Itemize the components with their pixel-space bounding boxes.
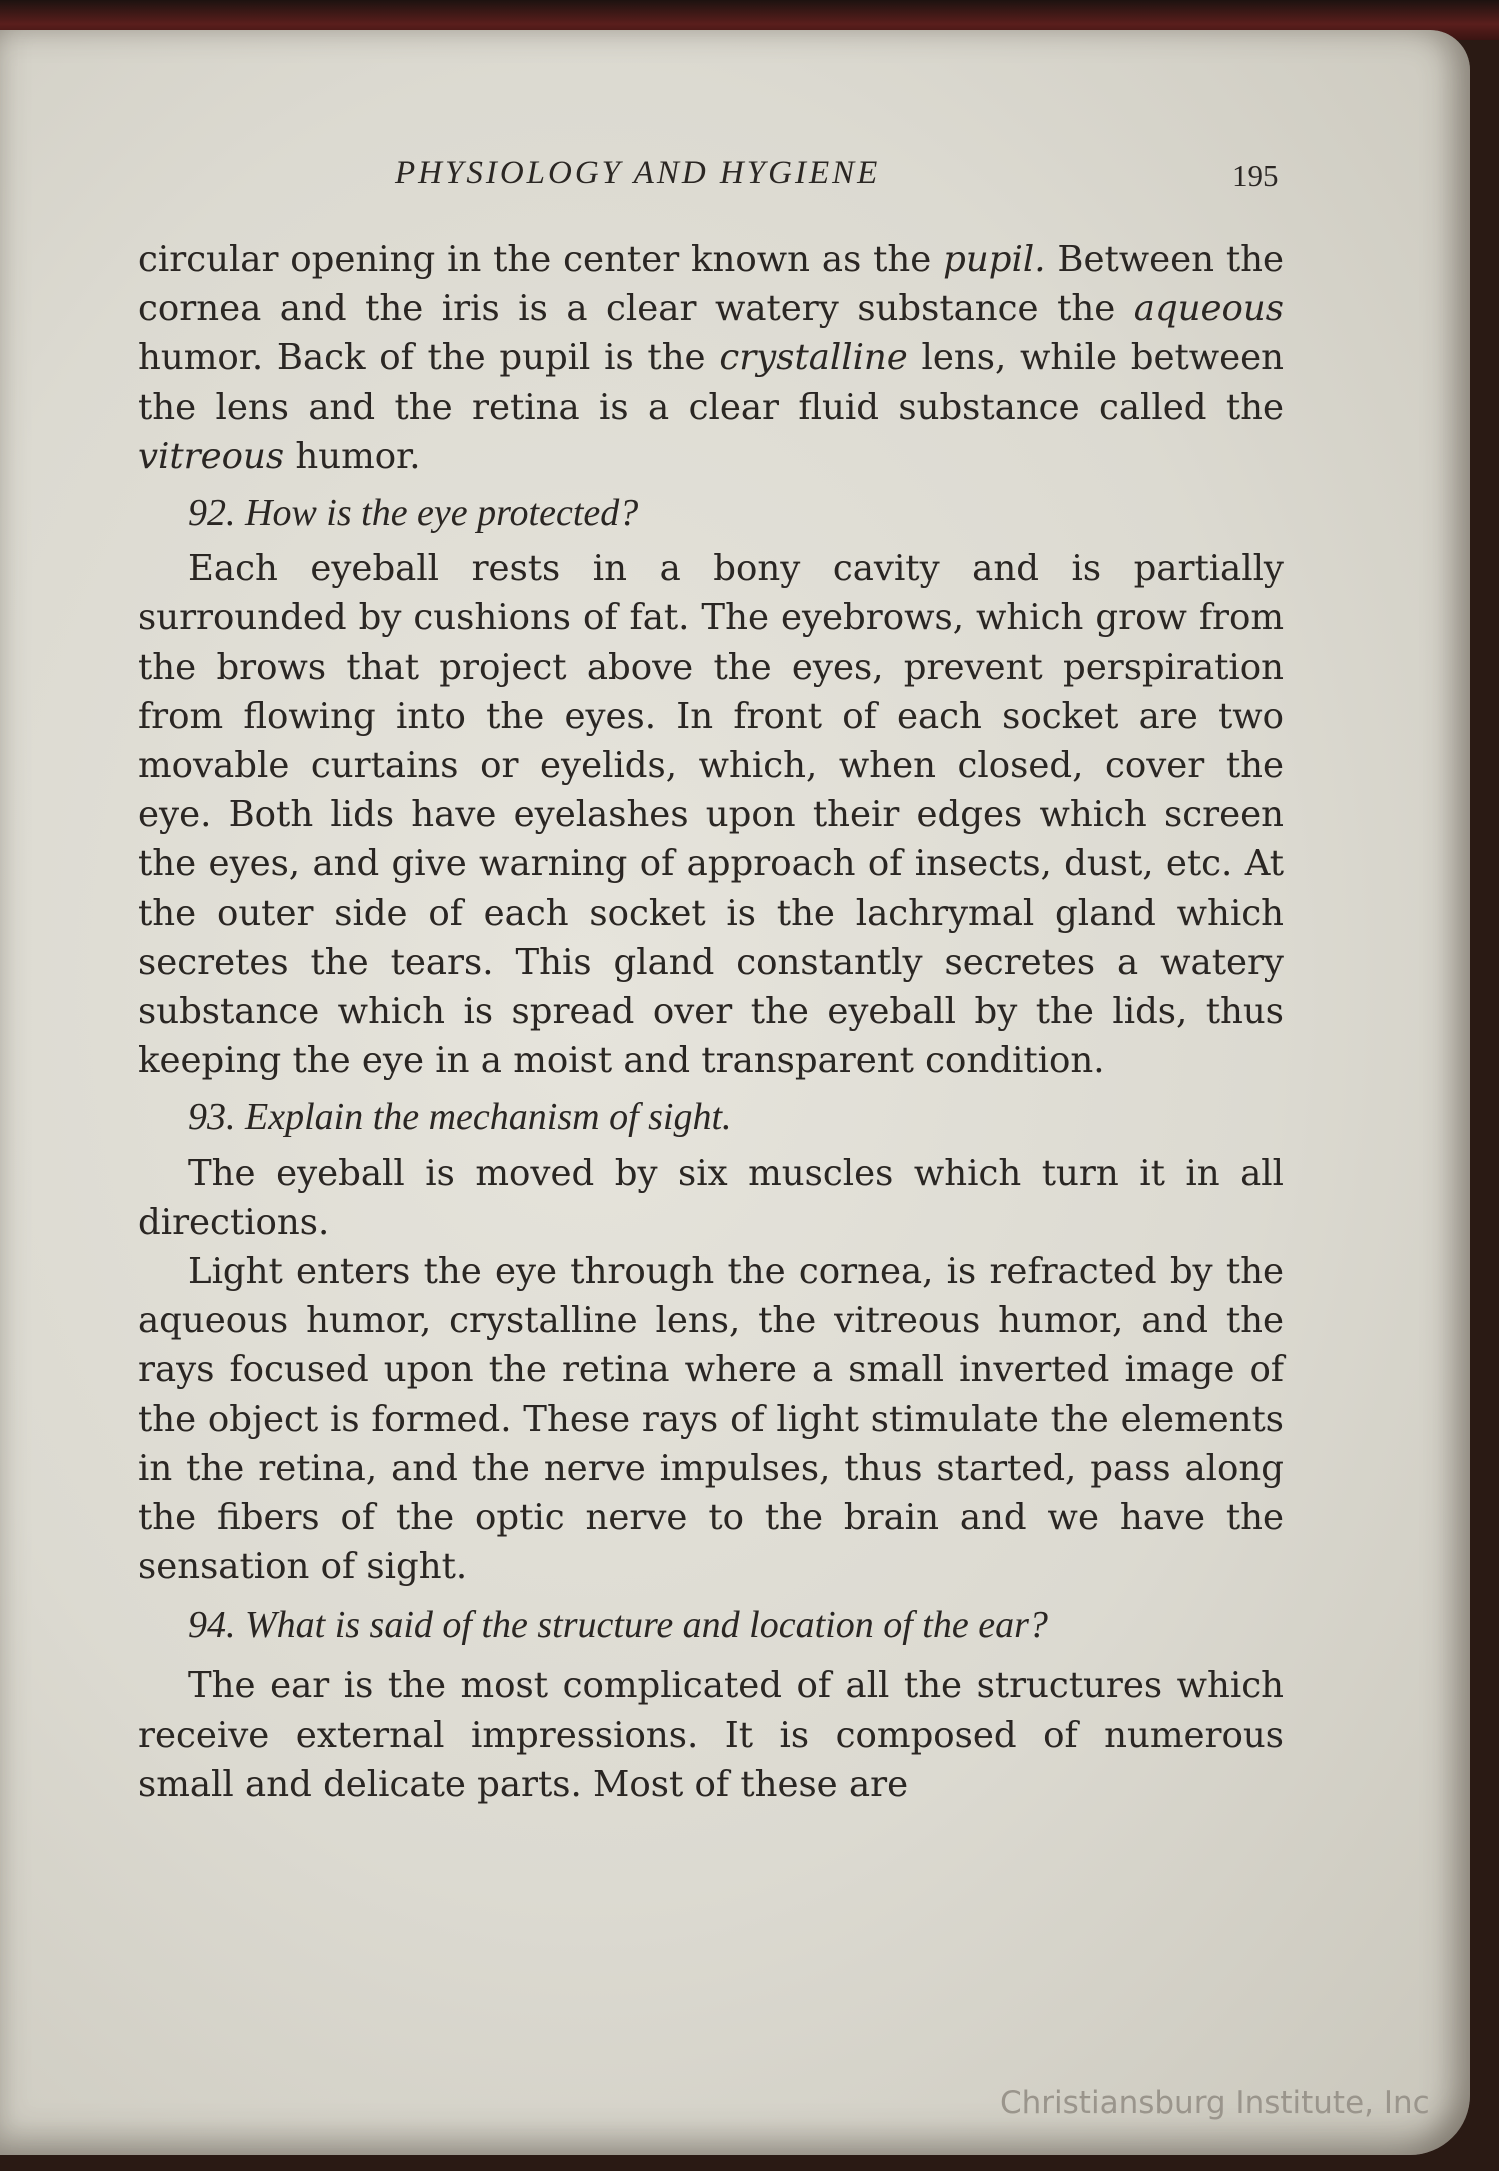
answer-92: Each eyeball rests in a bony cavity and is partially surrounded by cushions of fat. The eyebrows, which grow from the brows that project above the eyes, prevent perspiration from flowing into the eyes. In front of each socket are two movable curtains or eyelids, which, when closed, cover the eye. Both lids have eyelashes upon their edges which screen the eyes, and give warning of approach of insects, dust, etc. At the outer side of each socket is the lachrymal gland which secretes the tears. This gland constantly secretes a watery substance which is spread over the eyeball by the lids, thus keeping the eye in a moist and transparent condition. <box>138 548 1284 1082</box>
question-92: 92. How is the eye protected? <box>188 492 639 535</box>
term-aqueous: aqueous <box>1133 288 1284 330</box>
term-crystalline: crystalline <box>719 337 908 379</box>
watermark: Christiansburg Institute, Inc <box>1000 2085 1430 2121</box>
running-head: PHYSIOLOGY AND HYGIENE <box>395 155 881 191</box>
answer-94: The ear is the most complicated of all the structures which receive external impressions. It is composed of numerous small and delicate parts. Most of these are <box>138 1665 1284 1805</box>
answer-93-part-2: Light enters the eye through the cornea, is refracted by the aqueous humor, crystalline lens, the vitreous humor, and the rays focused upon the retina where a small inverted image of the object is formed. These rays of light stimulate the elements in the retina, and the nerve impulses, thus started, pass along the fibers of the optic nerve to the brain and we have the sensation of sight. <box>138 1251 1284 1588</box>
book-page <box>0 30 1470 2155</box>
page-number: 195 <box>1232 158 1279 193</box>
page-body <box>138 235 1284 1809</box>
term-vitreous: vitreous <box>138 435 285 477</box>
term-pupil: pupil. <box>943 239 1046 280</box>
answer-93-part-1: The eyeball is moved by six muscles which turn it in all directions. <box>138 1152 1284 1243</box>
question-94: 94. What is said of the structure and location of the ear? <box>188 1604 1048 1647</box>
paragraph-eye-anatomy: circular opening in the center known as the pupil. Between the cornea and the iris is a clear watery substance the aqueous humor. Back of the pupil is the crystalline lens, while between the lens and the retina is a clear fluid substance called the vitreous humor. <box>138 239 1284 477</box>
question-93: 93. Explain the mechanism of sight. <box>188 1096 732 1139</box>
